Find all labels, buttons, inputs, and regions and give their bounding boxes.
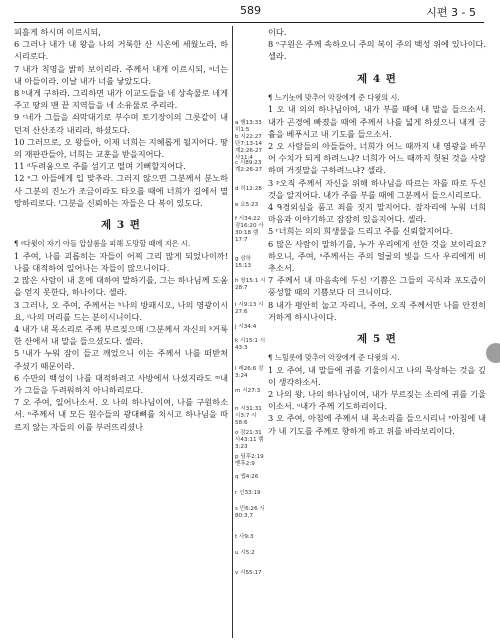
verse: 8 내가 평안히 눕고 자리니, 주여, 오직 주께서만 나를 안전히 거하게 하시나이다. (268, 299, 486, 322)
verse: 3 그러나, 오 주여, 주께서는 ʰ나의 방패시오, 나의 영광이시요, ⁱ나의 머리를 드는 분이시니이다. (14, 299, 228, 322)
cross-reference: e 요5:23 (235, 202, 259, 208)
verse: 10 그러므로, 오 왕들아, 이제 너희는 지혜롭게 될지어다. 땅의 재판관들아, 너희는 교훈을 받을지어다. (14, 136, 228, 160)
verse: 2 많은 사람이 내 혼에 대하여 말하기를, 그는 하나님께 도움을 얻지 못한다, 하나이다. 셀라. (14, 275, 228, 298)
verse: 6 수만의 백성이 나를 대적하려고 사방에서 나섰지라도 ᵐ내가 그들을 두려워하지 아니하리로다. (14, 372, 228, 395)
psalm-superscription: ¶ ᵍ다윗이 자기 아들 압살롬을 피해 도망할 때에 지은 시. (14, 239, 191, 249)
cross-reference: j 시34:4 (235, 324, 257, 330)
verse: 2 나의 왕, 나의 하나님이여, 내가 부르짖는 소리에 귀를 기울이소서. ᵘ내가 주께 기도하리이다. (268, 389, 486, 412)
verse: 7 주께서 내 마음속에 두신 ᵗ기쁨은 그들의 곡식과 포도즙이 풍성할 때의 기쁨보다 더 크니이다. (268, 275, 486, 298)
verse: 4 내가 내 목소리로 주께 부르짖으매 ʲ그분께서 자신의 ᵏ거룩한 산에서 내 말을 들으셨도다. 셀라. (14, 323, 228, 347)
cross-reference: p 딤후2:19 벧후2:9 (235, 454, 264, 467)
cross-reference: f 시34:22 잠16:20 사30:18 렘17:7 (235, 216, 264, 243)
verse: 3 ᵖ오직 주께서 자신을 위해 하나님을 따르는 자를 따로 두신 것을 알지어다. 내가 주를 부를 때에 그분께서 들으시리로다. (268, 177, 486, 200)
verse: 5 ʳ너희는 의의 희생물을 드리고 주를 신뢰할지어다. (268, 226, 453, 237)
verse: 8 ᵇ내게 구하라. 그리하면 내가 이교도들을 네 상속물로 네게 주고 땅의 맨 끝 지역들을 네 소유물로 주리라. (14, 88, 228, 111)
column-divider (232, 26, 233, 638)
left-column (14, 26, 228, 433)
psalm-superscription: ¶ 느힐롯에 맞추어 악장에게 준 다윗의 시. (268, 353, 400, 363)
cross-reference: g 삼하15:13 (235, 256, 252, 269)
header-rule (14, 22, 484, 23)
verse: 11 ᵈ두려움으로 주를 섬기고 떨며 기뻐할지어다. (14, 161, 186, 172)
cross-reference: n 시31:31 시3:7 시58:6 (235, 406, 262, 426)
running-title: 시편 3 - 5 (426, 6, 476, 19)
verse: 2 오 사람들의 아들들아, 너희가 어느 때까지 내 영광을 바꾸어 수치가 되게 하려느냐? 너희가 어느 때까지 헛된 것을 사랑하며 거짓말을 구하려느냐? 셀라. (268, 140, 486, 176)
verse: 6 많은 사람이 말하기를, 누가 우리에게 선한 것을 보이리요? 하오니, 주여, ˢ주께서는 주의 얼굴의 빛을 드사 우리에게 비추소서. (268, 238, 486, 273)
verse: 9 ᶜ네가 그들을 쇠막대기로 부수며 토기장이의 그릇같이 내던져 산산조각 내리라, 하셨도다. (14, 112, 228, 135)
cross-reference: h 창15:1 시28:7 (235, 278, 266, 291)
verse: 6 그러나 내가 내 왕을 나의 거룩한 산 시온에 세웠노라, 하시리로다. (14, 39, 228, 62)
verse: 피흘게 하시며 이르시되, (14, 27, 101, 37)
cross-reference: i 시9:13 시27:6 (235, 302, 264, 315)
cross-reference: s 민6:26 시80:3,7 (235, 506, 265, 519)
right-column (268, 26, 486, 437)
cross-reference: k 시15:1 시43:3 (235, 338, 266, 351)
verse: 3 오 주여, 아침에 주께서 내 목소리를 들으시리니 ᵛ아침에 내가 내 기도를 주께로 향하게 하고 위를 바라보리이다. (268, 413, 486, 436)
verse: 이다. (268, 27, 287, 37)
verse: 7 내가 칙명을 밝히 보이리라. 주께서 내게 이르시되, ᵃ너는 내 아들이라. 이날 내가 너를 낳았도다. (14, 63, 228, 86)
verse: 5 ˡ내가 누워 잠이 들고 깨었으니 이는 주께서 나를 떠받쳐 주셨기 때문이라. (14, 348, 228, 371)
verse: 4 ᑫ경외심을 품고 죄를 짓지 말지어다. 잠자리에 누워 너희 마음과 이야기하고 잠잠히 있을지어다. 셀라. (268, 201, 486, 225)
verse: 1 주여, 나를 괴롭히는 자들이 어찌 그리 많게 되었나이까! 나를 대적하여 일어나는 자들이 많으니이다. (14, 250, 228, 273)
page-header (14, 4, 484, 20)
cross-reference: r 신33:19 (235, 490, 261, 496)
cross-reference: b 시22:27 단7:13-14 계2:26-27 사11:4 (235, 134, 263, 161)
cross-reference: m 시27:3 (235, 388, 261, 394)
verse: 1 오 내 의의 하나님이여, 내가 부를 때에 내 말을 들으소서. 내가 곤경에 빠졌을 때에 주께서 나를 넓게 하셨으니 내게 긍휼을 베푸시고 내 기도를 들으소서. (268, 104, 486, 139)
cross-reference: l 레26:6 잠3:24 (235, 366, 264, 379)
verse: 1 오 주여, 내 말들에 귀를 기울이시고 나의 묵상하는 것을 깊이 생각하소서. (268, 364, 486, 387)
cross-reference: o 잠21:31 사43:11 렘3:23 (235, 430, 264, 450)
cross-reference: t 사9:3 (235, 534, 254, 540)
psalm-heading: 제 4 편 (357, 72, 397, 85)
verse: 8 ᵒ구원은 주께 속하오니 주의 복이 주의 백성 위에 있나이다. 셀라. (268, 39, 486, 62)
psalm-heading: 제 3 편 (101, 219, 141, 232)
page-number: 589 (240, 4, 261, 17)
psalm-heading: 제 5 편 (357, 332, 397, 345)
cross-reference: d 히12:28 (235, 186, 262, 192)
psalm-superscription: ¶ 느기놋에 맞추어 악장에게 준 다윗의 시. (268, 92, 400, 102)
cross-reference: v 시55:17 (235, 570, 262, 576)
verse: 12 ᵉ그 아들에게 입 맞추라. 그러지 않으면 그분께서 분노하사 그분의 진노가 조금이라도 타오를 때에 너희가 길에서 멸망하리로다. ᶠ그분을 신뢰하는 자들은 다 복이 있도다. (14, 173, 228, 208)
cross-reference: c 시89:23 계2:26-27 (235, 160, 263, 173)
cross-reference: q 엡4:26 (235, 474, 259, 480)
verse: 7 오 주여, 일어나소서. 오 나의 하나님이여, 나를 구원하소서. ⁿ주께서 내 모든 원수들의 광대뼈를 치시고 하나님을 따르지 않는 자들의 이를 부러뜨리셨나 (14, 397, 228, 432)
cross-reference: a 행13:33 히1:5 (235, 120, 262, 133)
cross-reference: u 시5:2 (235, 550, 255, 556)
scroll-marker-dot (486, 343, 500, 363)
